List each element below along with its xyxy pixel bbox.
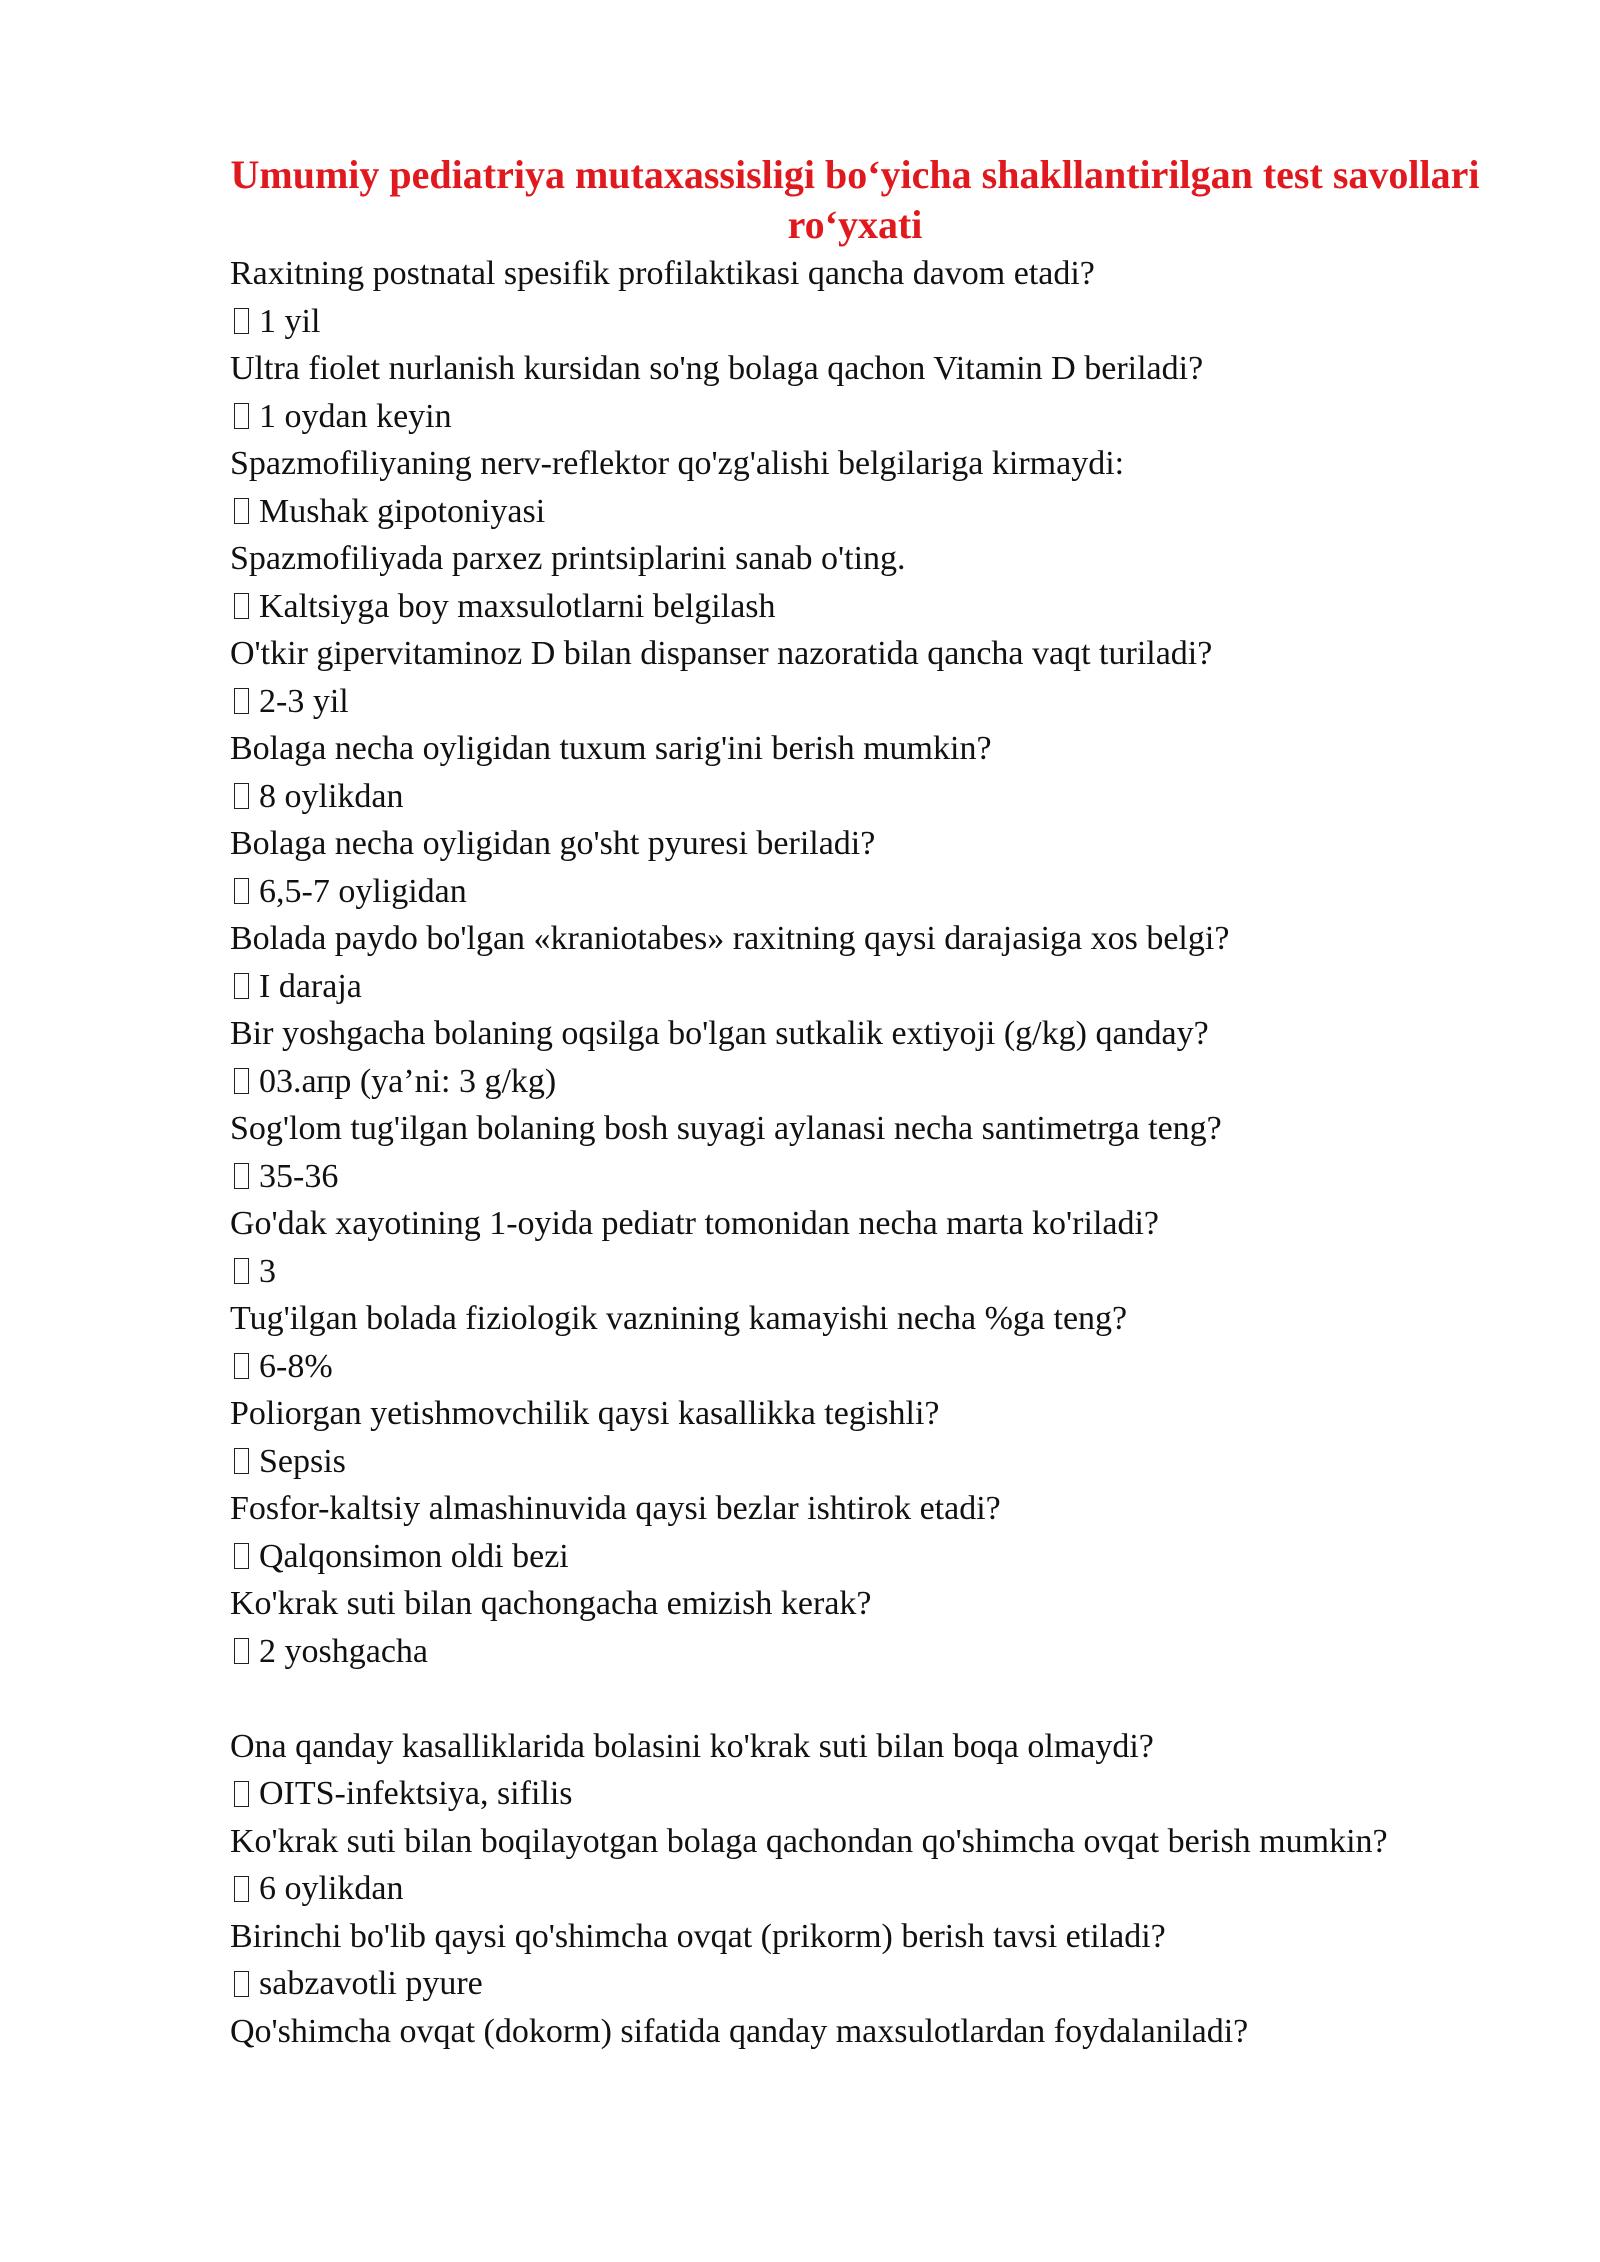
answer-text: Mushak gipotoniyasi [259,492,546,530]
question-text: Bir yoshgacha bolaning oqsilga bo'lgan sutkalik extiyoji (g/kg) qanday? [230,1015,1209,1052]
answer-line [230,1960,1390,2008]
answer-text: 35-36 [259,1157,339,1195]
question-text: O'tkir gipervitaminoz D bilan dispanser nazoratida qancha vaqt turiladi? [230,635,1213,672]
question-text: Sog'lom tug'ilgan bolaning bosh suyagi aylanasi necha santimetrga teng? [230,1110,1222,1147]
missing-glyph-box-icon [234,1876,249,1902]
missing-glyph-box-icon [234,403,249,429]
question-text: Tug'ilgan bolada fiziologik vaznining kamayishi necha %ga teng? [230,1300,1128,1337]
question-text: Bolaga necha oyligidan go'sht pyuresi beriladi? [230,825,876,862]
question-text: Bolada paydo bo'lgan «kraniotabes» raxitning qaysi darajasiga xos belgi? [230,920,1230,957]
question-text: Qo'shimcha ovqat (dokorm) sifatida qanday maxsulotlardan foydalaniladi? [230,2012,1249,2050]
answer-text: Sepsis [259,1442,346,1480]
answer-text: 6,5-7 oyligidan [259,872,467,910]
missing-glyph-box-icon [234,688,249,714]
answer-text: 8 oylikdan [259,777,404,815]
answer-text: Qalqonsimon oldi bezi [259,1537,569,1575]
answer-text: 6 oylikdan [259,1870,404,1907]
question-text: Ko'krak suti bilan boqilayotgan bolaga qachondan qo'shimcha ovqat berish mumkin? [230,1822,1388,1860]
blank-line [230,1675,1390,1723]
answer-line [230,488,1390,536]
answer-line [230,1770,1390,1818]
question-text: Birinchi bo'lib qaysi qo'shimcha ovqat (prikorm) berish tavsi etiladi? [230,1917,1166,1955]
answer-line [230,1865,1390,1913]
answer-line [230,678,1390,726]
missing-glyph-box-icon [234,783,249,809]
answer-text: 2 yoshgacha [259,1632,429,1670]
missing-glyph-box-icon [234,1781,249,1807]
missing-glyph-box-icon [234,498,249,524]
missing-glyph-box-icon [234,1353,249,1379]
question-text: Bolaga necha oyligidan tuxum sarig'ini berish mumkin? [230,730,992,767]
answer-line [230,1628,1390,1676]
question-text: Spazmofiliyada parxez printsiplarini sanab o'ting. [230,540,906,577]
question-text: Ona qanday kasalliklarida bolasini ko'krak suti bilan boqa olmaydi? [230,1727,1154,1765]
missing-glyph-box-icon [234,1068,249,1094]
answer-line [230,1153,1390,1201]
answer-text: 03.апр (ya’ni: 3 g/kg) [259,1062,557,1100]
answer-text: 3 [259,1252,276,1290]
missing-glyph-box-icon [234,1543,249,1569]
answer-line [230,393,1390,441]
answer-line [230,773,1390,821]
question-text: Ko'krak suti bilan qachongacha emizish kerak? [230,1585,872,1622]
answer-text: OITS-infektsiya, sifilis [259,1775,573,1812]
missing-glyph-box-icon [234,593,249,619]
answer-line [230,298,1390,346]
answer-text: 1 yil [259,302,321,340]
missing-glyph-box-icon [234,1163,249,1189]
answer-text: 2-3 yil [259,682,349,720]
answer-line [230,1248,1390,1296]
question-text: Go'dak xayotining 1-oyida pediatr tomonidan necha marta ko'riladi? [230,1205,1160,1242]
question-text: Spazmofiliyaning nerv-reflektor qo'zg'alishi belgilariga kirmaydi: [230,445,1125,482]
document-title: Umumiy pediatriya mutaxassisligi bo‘yicha shakllantirilgan test savollari ro‘yxati [230,152,1480,247]
missing-glyph-box-icon [234,878,249,904]
question-text: Ultra fiolet nurlanish kursidan so'ng bolaga qachon Vitamin D beriladi? [230,350,1204,387]
answer-line [230,963,1390,1011]
answer-line [230,583,1390,631]
question-text: Poliorgan yetishmovchilik qaysi kasallikka tegishli? [230,1395,940,1432]
missing-glyph-box-icon [234,1638,249,1664]
answer-text: Kaltsiyga boy maxsulotlarni belgilash [259,587,776,625]
answer-text: sabzavotli pyure [259,1965,483,2002]
question-list [230,250,1390,2055]
question-text: Fosfor-kaltsiy almashinuvida qaysi bezlar ishtirok etadi? [230,1490,1001,1527]
missing-glyph-box-icon [234,1258,249,1284]
answer-text: 1 oydan keyin [259,397,452,435]
answer-text: I daraja [259,967,362,1005]
missing-glyph-box-icon [234,308,249,334]
answer-line [230,1343,1390,1391]
missing-glyph-box-icon [234,1971,249,1997]
answer-line [230,1533,1390,1581]
answer-line [230,1058,1390,1106]
missing-glyph-box-icon [234,1448,249,1474]
missing-glyph-box-icon [234,973,249,999]
question-text: Raxitning postnatal spesifik profilaktikasi qancha davom etadi? [230,255,1095,292]
answer-line [230,1438,1390,1486]
answer-line [230,868,1390,916]
answer-text: 6-8% [259,1347,333,1385]
